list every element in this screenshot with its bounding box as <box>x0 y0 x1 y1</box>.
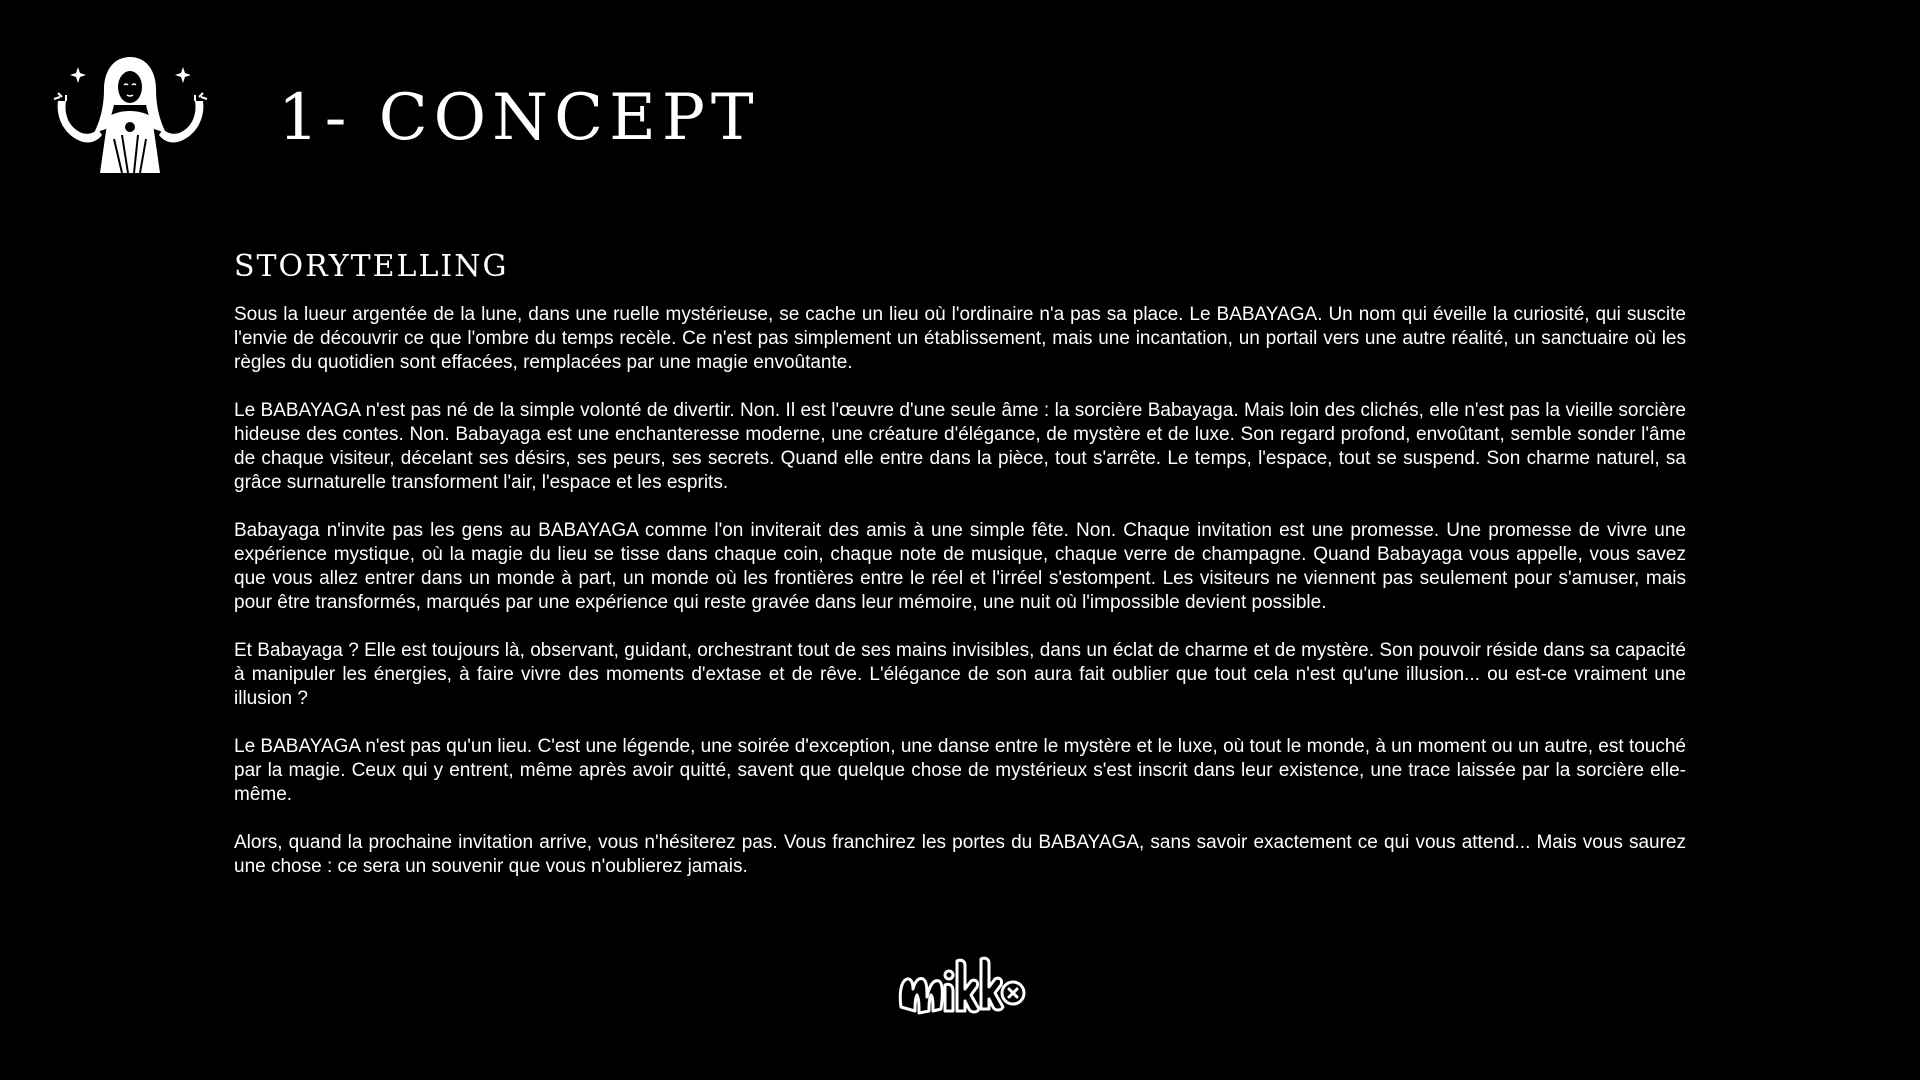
story-paragraph-3: Babayaga n'invite pas les gens au BABAYAGA comme l'on inviterait des amis à une simple fête. Non. Chaque invitation est une promesse. Une promesse de vivre une expérience mystique, où la magie du lieu se tisse dans chaque coin, chaque note de musique, chaque verre de champagne. Quand Babayaga vous appelle, vous savez que vous allez entrer dans un monde à part, un monde où les frontières entre le réel et l'irréel s'estompent. Les visiteurs ne viennent pas seulement pour s'amuser, mais pour être transformés, marqués par une expérience qui reste gravée dans leur mémoire, une nuit où l'impossible devient possible. <box>234 520 1686 613</box>
story-paragraph-6: Alors, quand la prochaine invitation arrive, vous n'hésiterez pas. Vous franchirez les portes du BABAYAGA, sans savoir exactement ce qui vous attend... Mais vous saurez une chose : ce sera un souvenir que vous n'oublierez jamais. <box>234 832 1686 877</box>
page-title: 1- CONCEPT <box>278 81 760 155</box>
section-heading: STORYTELLING <box>234 249 509 284</box>
storytelling-section <box>234 250 1686 879</box>
babayaga-witch-emblem-icon <box>48 55 213 175</box>
page-header <box>48 50 760 180</box>
story-paragraph-1: Sous la lueur argentée de la lune, dans une ruelle mystérieuse, se cache un lieu où l'ordinaire n'a pas sa place. Le BABAYAGA. Un nom qui éveille la curiosité, qui suscite l'envie de découvrir ce que l'ombre du temps recèle. Ce n'est pas simplement un établissement, mais une incantation, un portail vers une autre réalité, un sanctuaire où les règles du quotidien sont effacées, remplacées par une magie envoûtante. <box>234 304 1686 373</box>
story-paragraph-5: Le BABAYAGA n'est pas qu'un lieu. C'est une légende, une soirée d'exception, une danse entre le mystère et le luxe, où tout le monde, à un moment ou un autre, est touché par la magie. Ceux qui y entrent, même après avoir quitté, savent que quelque chose de mystérieux s'est inscrit dans leur existence, une trace laissée par la sorcière elle-même. <box>234 736 1686 805</box>
story-paragraph-2: Le BABAYAGA n'est pas né de la simple volonté de divertir. Non. Il est l'œuvre d'une seule âme : la sorcière Babayaga. Mais loin des clichés, elle n'est pas la vieille sorcière hideuse des contes. Non. Babayaga est une enchanteresse moderne, une créature d'élégance, de mystère et de luxe. Son regard profond, envoûtant, semble sonder l'âme de chaque visiteur, décelant ses désirs, ses peurs, ses secrets. Quand elle entre dans la pièce, tout s'arrête. Le temps, l'espace, tout se suspend. Son charme naturel, sa grâce surnaturelle transforment l'air, l'espace et les esprits. <box>234 400 1686 493</box>
story-paragraph-4: Et Babayaga ? Elle est toujours là, observant, guidant, orchestrant tout de ses mains invisibles, dans un éclat de charme et de mystère. Son pouvoir réside dans sa capacité à manipuler les énergies, à faire vivre des moments d'extase et de rêve. L'élégance de son aura fait oublier que tout cela n'est qu'une illusion... ou est-ce vraiment une illusion ? <box>234 640 1686 709</box>
mikko-logo-icon <box>895 945 1030 1020</box>
